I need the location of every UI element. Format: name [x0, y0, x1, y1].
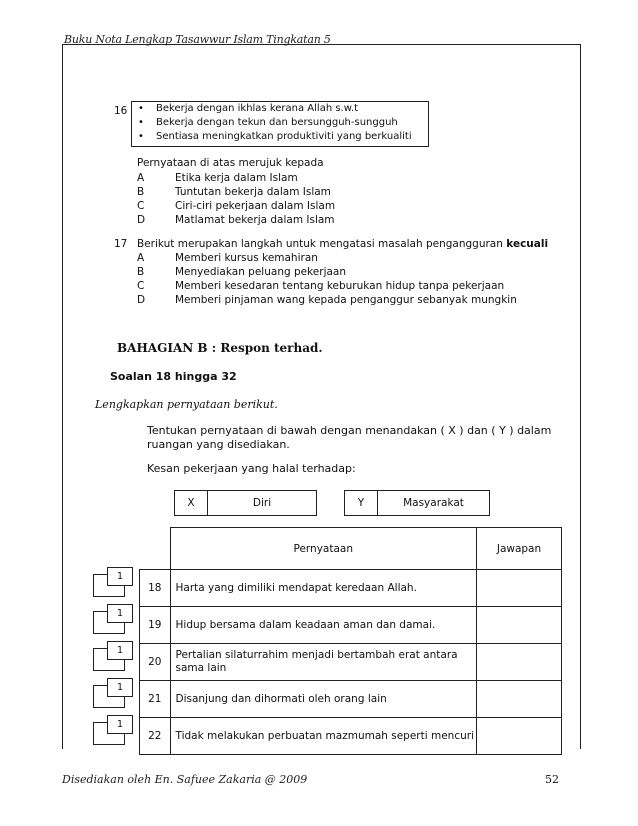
answer-cell[interactable] — [477, 681, 562, 718]
q16-bullet: • Sentiasa meningkatkan produktiviti yang berkualiti — [138, 131, 412, 142]
document-header: Buku Nota Lengkap Tasawwur Islam Tingkatan 5 — [64, 33, 331, 46]
q17-stem: Berikut merupakan langkah untuk mengatasi masalah pengangguran kecuali — [137, 238, 549, 250]
mark-value: 1 — [107, 604, 133, 623]
row-number: 22 — [140, 718, 171, 755]
key-label: Diri — [252, 497, 272, 509]
section-b-directions-cont: ruangan yang disediakan. — [147, 438, 290, 451]
q17-option-c: C Memberi kesedaran tentang keburukan hidup tanpa pekerjaan — [137, 280, 505, 292]
mark-box — [93, 715, 131, 743]
q17-option-b: B Menyediakan peluang pekerjaan — [137, 266, 347, 278]
q16-bullet: • Bekerja dengan ikhlas kerana Allah s.w.t — [138, 103, 359, 114]
section-b-prompt: Kesan pekerjaan yang halal terhadap: — [147, 462, 356, 475]
answer-cell[interactable] — [477, 570, 562, 607]
row-statement — [170, 644, 477, 681]
statements-table — [139, 527, 562, 755]
key-symbol: Y — [345, 491, 378, 515]
q16-statement-box — [131, 101, 429, 147]
table-row — [140, 570, 562, 607]
q17-stem-emphasis: kecuali — [506, 238, 549, 250]
mark-box — [93, 604, 131, 632]
row-number: 19 — [140, 607, 171, 644]
section-b-directions: Tentukan pernyataan di bawah dengan menandakan ( X ) dan ( Y ) dalam — [147, 424, 552, 437]
table-row — [140, 644, 562, 681]
q16-option-c: C Ciri-ciri pekerjaan dalam Islam — [137, 200, 336, 212]
row-number: 20 — [140, 644, 171, 681]
row-statement: Disanjung dan dihormati oleh orang lain — [170, 681, 477, 718]
section-b-range: Soalan 18 hingga 32 — [110, 370, 237, 383]
table-row — [140, 681, 562, 718]
q16-stem: Pernyataan di atas merujuk kepada — [137, 157, 324, 169]
row-number: 18 — [140, 570, 171, 607]
table-header-row — [140, 528, 562, 570]
row-statement-line1: Pertalian silaturrahim menjadi bertambah erat antara — [175, 649, 458, 661]
mark-value: 1 — [107, 678, 133, 697]
answer-cell[interactable] — [477, 644, 562, 681]
q16-option-a: A Etika kerja dalam Islam — [137, 172, 298, 184]
section-b-title: BAHAGIAN B : Respon terhad. — [117, 341, 323, 355]
mark-value: 1 — [107, 567, 133, 586]
table-row — [140, 718, 562, 755]
key-box-x — [174, 490, 317, 516]
row-number: 21 — [140, 681, 171, 718]
key-label: Masyarakat — [403, 497, 464, 509]
answer-cell[interactable] — [477, 607, 562, 644]
row-statement: Harta yang dimiliki mendapat keredaan Allah. — [170, 570, 477, 607]
footer-credit: Disediakan oleh En. Safuee Zakaria @ 2009 — [62, 773, 308, 786]
mark-box — [93, 678, 131, 706]
q16-option-b: B Tuntutan bekerja dalam Islam — [137, 186, 331, 198]
q17-option-a: A Memberi kursus kemahiran — [137, 252, 318, 264]
row-statement-line2: sama lain — [175, 662, 227, 674]
answer-cell[interactable] — [477, 718, 562, 755]
q17-option-d: D Memberi pinjaman wang kepada penganggur sebanyak mungkin — [137, 294, 517, 306]
table-row — [140, 607, 562, 644]
mark-value: 1 — [107, 641, 133, 660]
row-statement: Tidak melakukan perbuatan mazmumah seperti mencuri — [170, 718, 477, 755]
key-box-y — [344, 490, 490, 516]
q17-number: 17 — [114, 238, 128, 250]
q16-number: 16 — [114, 105, 128, 117]
page-number: 52 — [545, 773, 559, 786]
header-answer: Jawapan — [477, 528, 562, 570]
mark-box — [93, 641, 131, 669]
row-statement: Hidup bersama dalam keadaan aman dan damai. — [170, 607, 477, 644]
key-symbol: X — [175, 491, 208, 515]
mark-value: 1 — [107, 715, 133, 734]
q16-option-d: D Matlamat bekerja dalam Islam — [137, 214, 335, 226]
header-statement: Pernyataan — [170, 528, 477, 570]
mark-box — [93, 567, 131, 595]
section-b-instruction: Lengkapkan pernyataan berikut. — [95, 398, 278, 411]
q16-bullet: • Bekerja dengan tekun dan bersungguh-sungguh — [138, 117, 398, 128]
